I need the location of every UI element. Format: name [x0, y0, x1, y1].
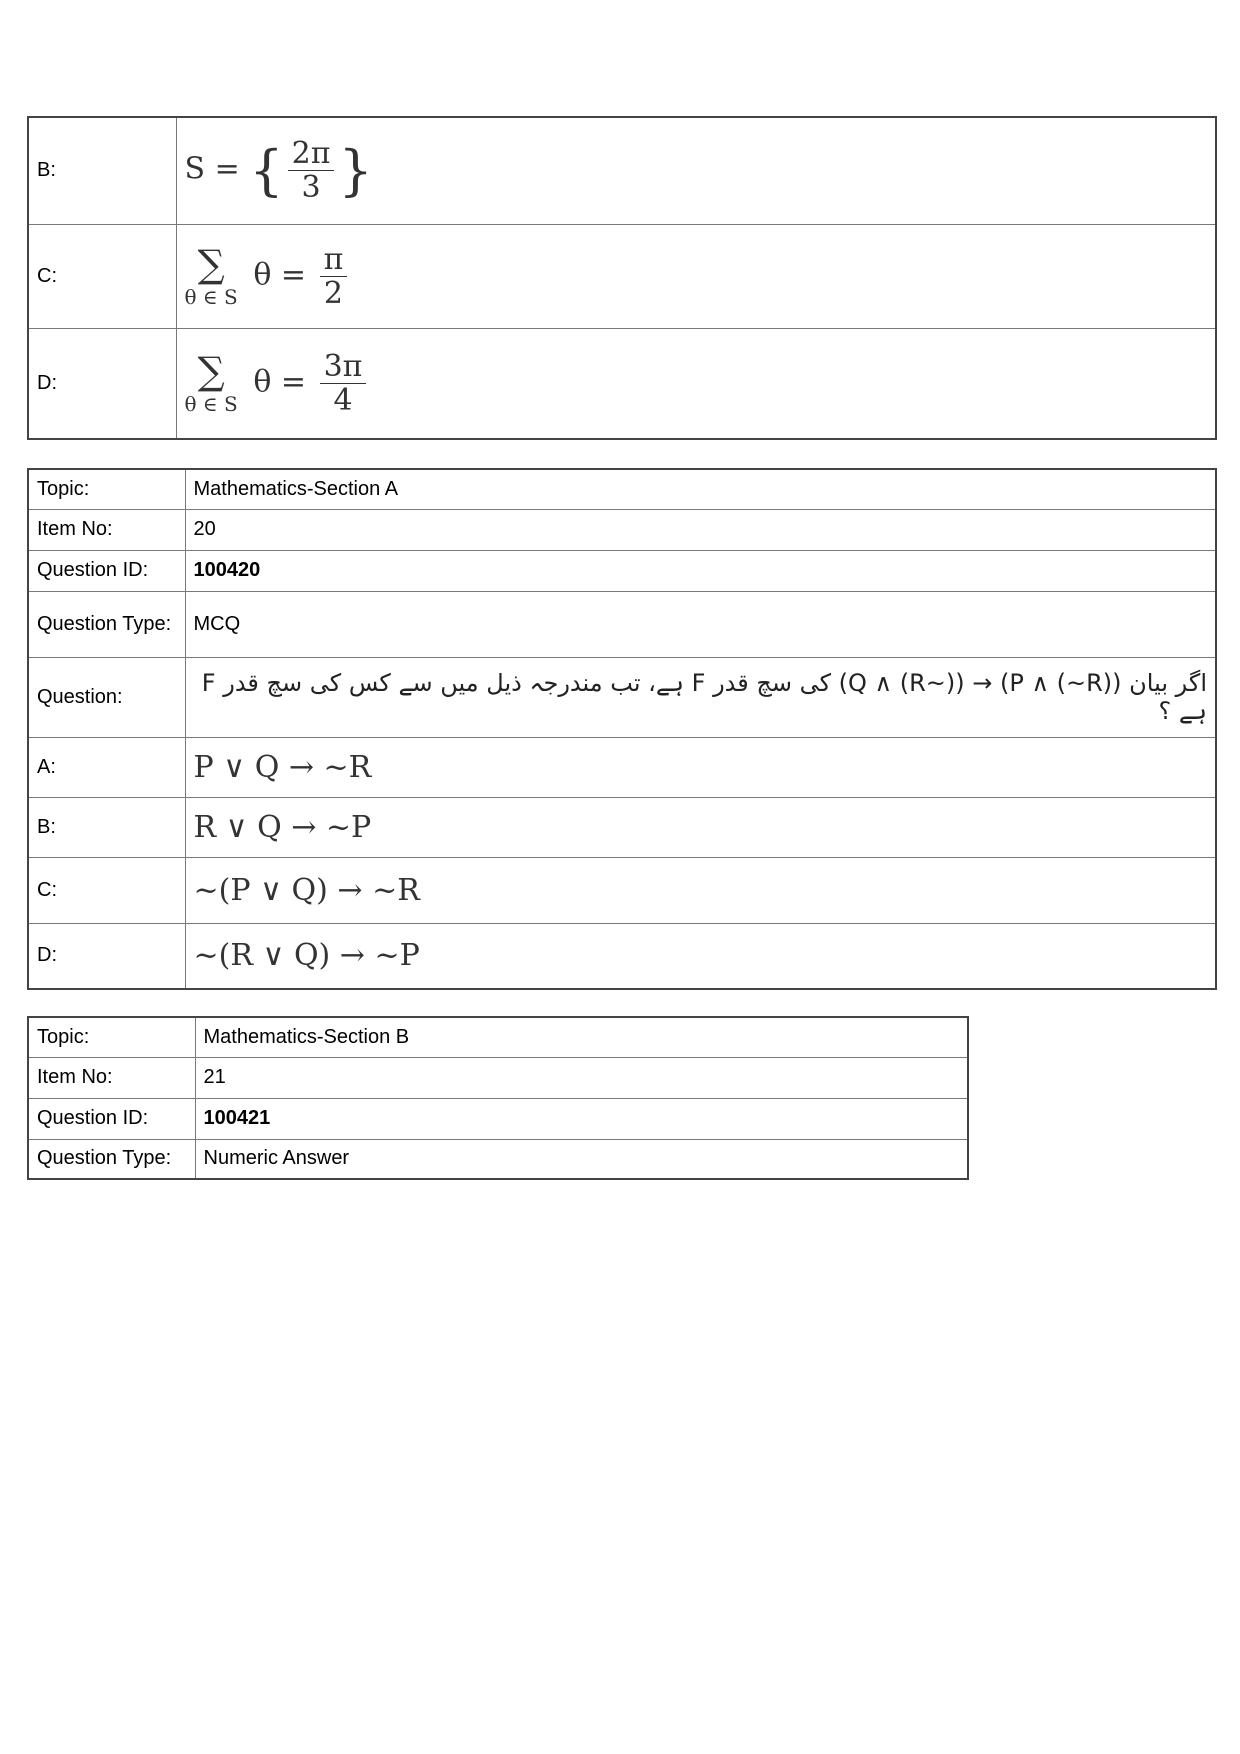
topic-value: Mathematics-Section B — [195, 1017, 968, 1057]
sum-subscript: θ ∈ S — [184, 285, 238, 309]
option-text: R ∨ Q → ~P — [185, 797, 1216, 857]
question-id-value: 100421 — [195, 1098, 968, 1139]
option-text: ~(R ∨ Q) → ~P — [185, 923, 1216, 989]
topic-row — [28, 469, 1216, 509]
option-row-c — [28, 857, 1216, 923]
topic-label: Topic: — [28, 469, 185, 509]
sigma-symbol: ∑ — [197, 242, 225, 286]
option-label: B: — [28, 117, 176, 224]
option-row-b — [28, 797, 1216, 857]
formula-relation: θ = — [253, 364, 307, 400]
item-value: 21 — [195, 1057, 968, 1098]
question-text-row — [28, 657, 1216, 737]
topic-label: Topic: — [28, 1017, 195, 1057]
option-label: A: — [28, 737, 185, 797]
item-row — [28, 1057, 968, 1098]
question-type-value: MCQ — [185, 591, 1216, 657]
question-text: اگر بیان (P ∧ (~R)) → ((~R) ∧ Q) کی سچ قدر F ہے، تب مندرجہ ذیل میں سے کس کی سچ قدر F ہے ؟ — [185, 657, 1216, 737]
question-type-row — [28, 591, 1216, 657]
item-label: Item No: — [28, 509, 185, 550]
prev-options-table — [27, 116, 1217, 440]
sigma-symbol: ∑ — [197, 349, 225, 394]
option-formula — [176, 224, 1216, 328]
question-id-label: Question ID: — [28, 1098, 195, 1139]
fraction-denominator: 3 — [301, 170, 321, 206]
formula-fraction — [320, 243, 348, 310]
question-21-table — [27, 1016, 969, 1180]
question-type-label: Question Type: — [28, 1139, 195, 1179]
option-text: ~(P ∨ Q) → ~R — [185, 857, 1216, 923]
formula-fraction — [288, 137, 335, 204]
option-label: C: — [28, 857, 185, 923]
question-id-row — [28, 1098, 968, 1139]
item-value: 20 — [185, 509, 1216, 550]
formula-lhs: S = — [184, 151, 240, 187]
option-row-c — [28, 224, 1216, 328]
question-id-row — [28, 550, 1216, 591]
option-row-d — [28, 923, 1216, 989]
question-id-value: 100420 — [185, 550, 1216, 591]
question-type-label: Question Type: — [28, 591, 185, 657]
fraction-denominator: 4 — [333, 382, 353, 418]
option-row-a — [28, 737, 1216, 797]
question-type-row — [28, 1139, 968, 1179]
question-20-table — [27, 468, 1217, 990]
option-row-d — [28, 328, 1216, 439]
fraction-numerator: 2π — [288, 137, 335, 171]
option-label: C: — [28, 224, 176, 328]
option-formula — [176, 328, 1216, 439]
option-label: D: — [28, 923, 185, 989]
option-row-b — [28, 117, 1216, 224]
formula-fraction — [320, 350, 367, 417]
topic-value: Mathematics-Section A — [185, 469, 1216, 509]
item-row — [28, 509, 1216, 550]
option-formula — [176, 117, 1216, 224]
summation — [184, 242, 238, 309]
fraction-denominator: 2 — [323, 275, 343, 311]
formula-relation: θ = — [253, 257, 307, 292]
formula-brace-close: } — [338, 139, 373, 203]
topic-row — [28, 1017, 968, 1057]
fraction-numerator: 3π — [320, 350, 367, 384]
option-text: P ∨ Q → ~R — [185, 737, 1216, 797]
fraction-numerator: π — [320, 243, 348, 277]
formula-brace-open: { — [249, 139, 284, 203]
question-id-label: Question ID: — [28, 550, 185, 591]
option-label: D: — [28, 328, 176, 439]
question-label: Question: — [28, 657, 185, 737]
item-label: Item No: — [28, 1057, 195, 1098]
summation — [184, 349, 238, 417]
question-type-value: Numeric Answer — [195, 1139, 968, 1179]
option-label: B: — [28, 797, 185, 857]
sum-subscript: θ ∈ S — [184, 392, 238, 417]
